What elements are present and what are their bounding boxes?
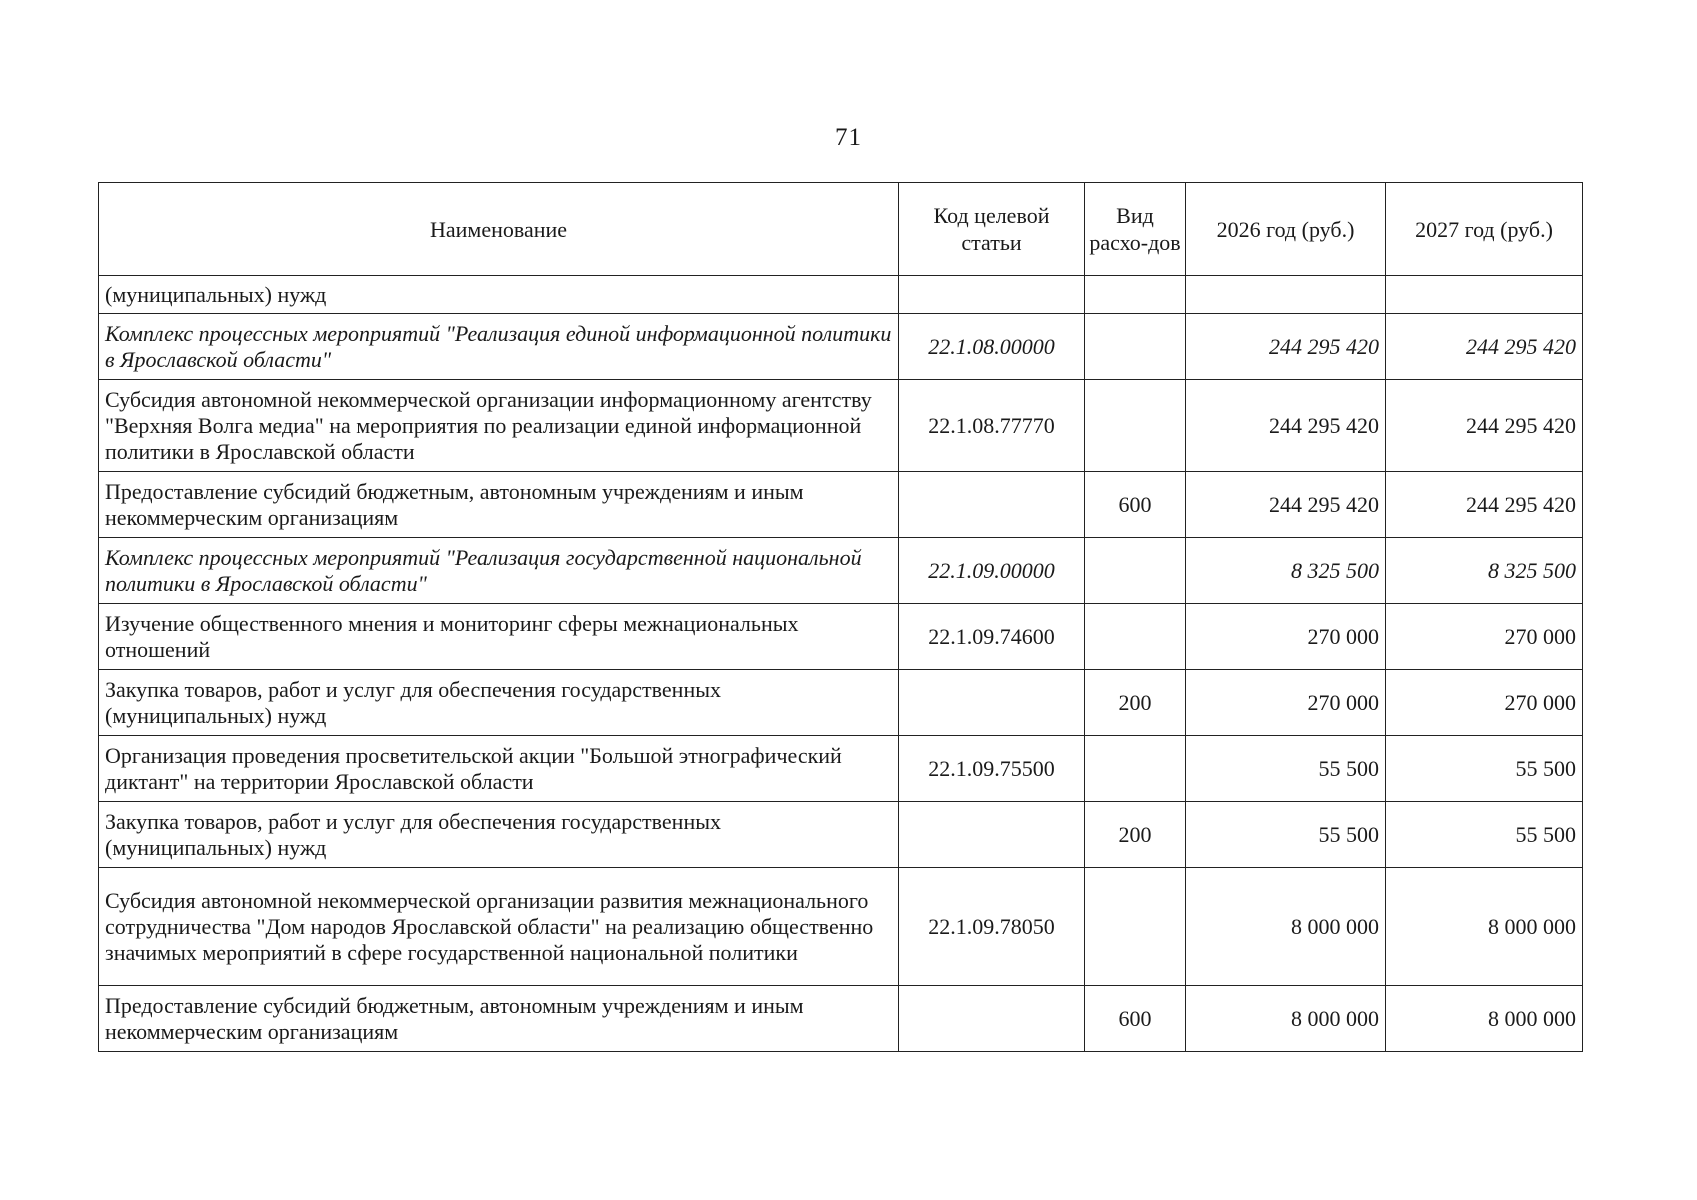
row-2027-cell: 244 295 420	[1386, 314, 1583, 380]
budget-table	[98, 182, 1583, 1052]
row-name-cell: Предоставление субсидий бюджетным, автономным учреждениям и иным некоммерческим организациям	[99, 472, 899, 538]
header-year-2026: 2026 год (руб.)	[1186, 183, 1386, 276]
row-2026-cell: 8 000 000	[1186, 868, 1386, 986]
table-row	[99, 538, 1583, 604]
row-code-cell: 22.1.09.74600	[899, 604, 1085, 670]
row-name-cell: Организация проведения просветительской акции "Большой этнографический диктант" на территории Ярославской области	[99, 736, 899, 802]
row-2027-cell: 8 000 000	[1386, 868, 1583, 986]
row-code-cell: 22.1.08.00000	[899, 314, 1085, 380]
page-number: 71	[835, 124, 862, 151]
table-row	[99, 802, 1583, 868]
row-name-cell: Комплекс процессных мероприятий "Реализация единой информационной политики в Ярославской области"	[99, 314, 899, 380]
row-vid-cell: 200	[1085, 802, 1186, 868]
row-2026-cell: 270 000	[1186, 670, 1386, 736]
table-row	[99, 986, 1583, 1052]
row-2027-cell: 8 000 000	[1386, 986, 1583, 1052]
header-name: Наименование	[99, 183, 899, 276]
row-name-cell: Предоставление субсидий бюджетным, автономным учреждениям и иным некоммерческим организациям	[99, 986, 899, 1052]
row-2026-cell: 55 500	[1186, 736, 1386, 802]
row-name-cell: Закупка товаров, работ и услуг для обеспечения государственных (муниципальных) нужд	[99, 670, 899, 736]
row-name-cell: Субсидия автономной некоммерческой организации информационному агентству "Верхняя Волга медиа" на мероприятия по реализации единой информационной политики в Ярославской области	[99, 380, 899, 472]
row-code-cell	[899, 802, 1085, 868]
table-row	[99, 380, 1583, 472]
row-code-cell: 22.1.08.77770	[899, 380, 1085, 472]
row-code-cell: 22.1.09.75500	[899, 736, 1085, 802]
row-2026-cell: 8 000 000	[1186, 986, 1386, 1052]
row-2027-cell: 244 295 420	[1386, 380, 1583, 472]
row-code-cell: 22.1.09.78050	[899, 868, 1085, 986]
row-2026-cell	[1186, 276, 1386, 314]
row-2027-cell: 270 000	[1386, 604, 1583, 670]
row-2027-cell: 55 500	[1386, 736, 1583, 802]
row-2027-cell: 8 325 500	[1386, 538, 1583, 604]
row-2026-cell: 244 295 420	[1186, 472, 1386, 538]
table-row	[99, 276, 1583, 314]
row-vid-cell	[1085, 314, 1186, 380]
row-code-cell	[899, 986, 1085, 1052]
row-2026-cell: 244 295 420	[1186, 314, 1386, 380]
row-vid-cell	[1085, 868, 1186, 986]
row-name-cell: (муниципальных) нужд	[99, 276, 899, 314]
row-name-cell: Закупка товаров, работ и услуг для обеспечения государственных (муниципальных) нужд	[99, 802, 899, 868]
row-vid-cell: 200	[1085, 670, 1186, 736]
row-2027-cell	[1386, 276, 1583, 314]
row-2026-cell: 244 295 420	[1186, 380, 1386, 472]
row-vid-cell	[1085, 538, 1186, 604]
row-name-cell: Комплекс процессных мероприятий "Реализация государственной национальной политики в Ярославской области"	[99, 538, 899, 604]
header-year-2027: 2027 год (руб.)	[1386, 183, 1583, 276]
row-code-cell	[899, 276, 1085, 314]
row-2027-cell: 55 500	[1386, 802, 1583, 868]
row-vid-cell: 600	[1085, 986, 1186, 1052]
header-code: Код целевой статьи	[899, 183, 1085, 276]
row-name-cell: Субсидия автономной некоммерческой организации развития межнационального сотрудничества "Дом народов Ярославской области" на реализацию общественно значимых мероприятий в сфере государственной национальной политики	[99, 868, 899, 986]
table-row	[99, 736, 1583, 802]
table-row	[99, 472, 1583, 538]
row-2026-cell: 8 325 500	[1186, 538, 1386, 604]
table-row	[99, 868, 1583, 986]
row-2026-cell: 55 500	[1186, 802, 1386, 868]
row-vid-cell: 600	[1085, 472, 1186, 538]
row-code-cell	[899, 472, 1085, 538]
row-vid-cell	[1085, 276, 1186, 314]
row-vid-cell	[1085, 604, 1186, 670]
table-body	[99, 276, 1583, 1052]
header-vid: Вид расхо-дов	[1085, 183, 1186, 276]
row-code-cell: 22.1.09.00000	[899, 538, 1085, 604]
row-name-cell: Изучение общественного мнения и мониторинг сферы межнациональных отношений	[99, 604, 899, 670]
table-row	[99, 670, 1583, 736]
row-2026-cell: 270 000	[1186, 604, 1386, 670]
row-2027-cell: 244 295 420	[1386, 472, 1583, 538]
row-2027-cell: 270 000	[1386, 670, 1583, 736]
table-row	[99, 314, 1583, 380]
row-vid-cell	[1085, 380, 1186, 472]
table-row	[99, 604, 1583, 670]
table-header-row	[99, 183, 1583, 276]
row-vid-cell	[1085, 736, 1186, 802]
row-code-cell	[899, 670, 1085, 736]
